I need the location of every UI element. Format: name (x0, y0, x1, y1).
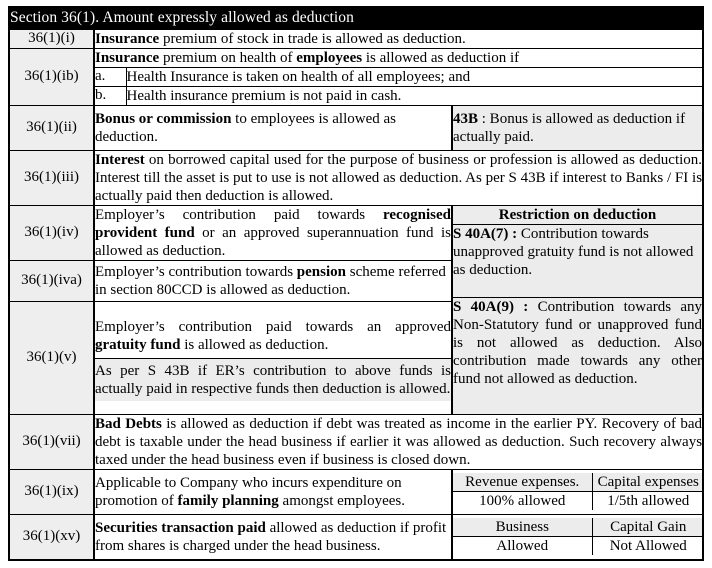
v-secondary-row (95, 359, 451, 402)
row-iv-part1: Employer’s contribution paid towards (95, 206, 383, 223)
row-content-36-1-ib (94, 48, 703, 105)
row-v-part1: Employer’s contribution paid towards an approved (95, 319, 451, 336)
ib-lead-mid: premium on health of (159, 49, 297, 66)
restriction-heading-row (453, 206, 702, 225)
nested-table-ix (453, 473, 704, 510)
row-ii-note-43b (452, 105, 703, 150)
table-row-36-1-ib (9, 48, 703, 105)
restriction-item-2-bold: S 40A(9) : (453, 298, 529, 315)
table-row-36-1-ii (9, 105, 703, 150)
row-id-36-1-i: 36(1)(i) (9, 29, 94, 48)
restriction-heading: Restriction on deduction (453, 206, 702, 225)
restriction-item-s40a7 (453, 224, 702, 297)
nested-table-restriction (453, 206, 702, 414)
row-text-36-1-iva (94, 260, 452, 301)
row-ix-matrix (452, 469, 703, 514)
row-text-36-1-i-rest: premium of stock in trade is allowed as deduction. (159, 30, 466, 47)
xv-col-value-capital-gain: Not Allowed (592, 537, 704, 556)
row-text-36-1-i-bold: Insurance (95, 30, 160, 47)
ib-lead-bold-2: employees (296, 49, 363, 66)
row-v-part2: is allowed as deduction. (180, 337, 329, 354)
ix-value-row (453, 492, 704, 511)
row-text-36-1-ii-left (94, 105, 452, 150)
row-iv-part2: or an approved superannuation fund is allowed as deduction. (95, 224, 451, 259)
row-vii-rest: is allowed as deduction if debt was treated as income in the earlier PY. Recovery of bad debt is taxable under the head business if earlier it was allowed as deduction. Such recovery always taxed under the head business even if business is closed down. (95, 415, 703, 468)
ix-col-value-capital: 1/5th allowed (592, 492, 704, 511)
ib-lead-row (95, 49, 702, 68)
ib-sub-row-b (95, 86, 702, 105)
row-ii-note-rest: : Bonus is allowed as deduction if actually paid. (453, 110, 686, 145)
nested-table-xv (453, 518, 704, 555)
deduction-table-sheet (8, 6, 704, 561)
row-ix-part1: Applicable to Company who incurs expenditure on promotion of (95, 474, 402, 509)
row-iv-bold: recognised provident fund (95, 206, 451, 241)
table-row-36-1-iv (9, 205, 703, 260)
restriction-column (452, 205, 703, 414)
row-text-36-1-iii (94, 150, 703, 205)
row-iva-bold: pension (296, 263, 346, 280)
row-id-36-1-iv: 36(1)(iv) (9, 205, 94, 260)
ib-sub-text-b: Health insurance premium is not paid in cash. (126, 86, 702, 105)
ib-sub-marker-a: a. (95, 67, 126, 86)
table-row-36-1-i (9, 29, 703, 48)
row-text-36-1-i (94, 29, 703, 48)
row-xv-part2: allowed as deduction if profit from shares is charged under the head business. (95, 519, 447, 554)
xv-col-head-business: Business (453, 518, 592, 537)
row-id-36-1-ib: 36(1)(ib) (9, 48, 94, 105)
restriction-item-1-rest: Contribution towards unapproved gratuity fund is not allowed as deduction. (453, 225, 694, 278)
row-xv-matrix (452, 514, 703, 560)
xv-col-head-capital-gain: Capital Gain (592, 518, 704, 537)
xv-value-row (453, 537, 704, 556)
row-ii-left-rest: to employees is allowed as deduction. (95, 110, 396, 145)
restriction-item-1-row (453, 224, 702, 297)
row-iva-part2: scheme referred in section 80CCD is allowed as deduction. (95, 263, 446, 298)
xv-col-value-business: Allowed (453, 537, 592, 556)
row-ii-left-bold: Bonus or commission (95, 110, 232, 127)
ib-lead-end: is allowed as deduction if (362, 49, 520, 66)
ib-lead-bold-1: Insurance (95, 49, 160, 66)
ix-head-row (453, 473, 704, 492)
ix-col-head-capital: Capital expenses (592, 473, 704, 492)
restriction-item-s40a9 (453, 297, 702, 414)
row-id-36-1-iii: 36(1)(iii) (9, 150, 94, 205)
ix-col-value-revenue: 100% allowed (453, 492, 592, 511)
row-text-36-1-v-secondary: As per S 43B if ER’s contribution to above funds is actually paid in respective funds then deduction is allowed. (95, 359, 451, 402)
row-ii-note-bold: 43B (453, 110, 479, 127)
section-36-1-table (8, 6, 704, 561)
row-ix-bold: family planning (177, 492, 279, 509)
row-iii-rest: on borrowed capital used for the purpose of business or profession is allowed as deduction. Interest till the asset is put to use is not allowed as deduction. As per S 43B if interest to Banks / FI is actually paid then deduction is allowed. (95, 151, 703, 204)
row-iva-part1: Employer’s contribution towards (95, 263, 297, 280)
ib-sub-row-a (95, 67, 702, 86)
restriction-item-2-rest: Contribution towards any Non-Statutory fund or unapproved fund is not allowed as deduction. Also contribution made towards any other fund not allowed as deduction. (453, 298, 703, 387)
row-xv-bold: Securities transaction paid (95, 519, 266, 536)
ib-lead-text (95, 49, 702, 68)
table-row-36-1-xv (9, 514, 703, 560)
row-id-36-1-ii: 36(1)(ii) (9, 105, 94, 150)
table-row-36-1-ix (9, 469, 703, 514)
table-header-row (9, 7, 703, 29)
row-text-36-1-v-primary (95, 314, 451, 359)
ib-sub-marker-b: b. (95, 86, 126, 105)
row-id-36-1-xv: 36(1)(xv) (9, 514, 94, 560)
row-text-36-1-xv (94, 514, 452, 560)
row-content-36-1-v (94, 301, 452, 414)
ix-col-head-revenue: Revenue expenses. (453, 473, 592, 492)
row-text-36-1-iv (94, 205, 452, 260)
row-text-36-1-vii (94, 414, 703, 469)
row-id-36-1-iva: 36(1)(iva) (9, 260, 94, 301)
xv-head-row (453, 518, 704, 537)
row-v-bold: gratuity fund (95, 337, 181, 354)
nested-table-v (95, 314, 451, 401)
table-row-36-1-iii (9, 150, 703, 205)
v-primary-row (95, 314, 451, 359)
row-id-36-1-vii: 36(1)(vii) (9, 414, 94, 469)
row-iii-bold: Interest (95, 151, 145, 168)
restriction-item-1-bold: S 40A(7) : (453, 225, 518, 242)
row-vii-bold: Bad Debts (95, 415, 162, 432)
row-text-36-1-ix (94, 469, 452, 514)
ib-sub-text-a: Health Insurance is taken on health of all employees; and (126, 67, 702, 86)
row-id-36-1-v: 36(1)(v) (9, 301, 94, 414)
restriction-item-2-row (453, 297, 702, 414)
row-id-36-1-ix: 36(1)(ix) (9, 469, 94, 514)
row-ix-part2: amongst employees. (278, 492, 406, 509)
table-row-36-1-vii (9, 414, 703, 469)
page-title: Section 36(1). Amount expressly allowed as deduction (9, 7, 703, 29)
nested-table-ib (95, 49, 702, 105)
